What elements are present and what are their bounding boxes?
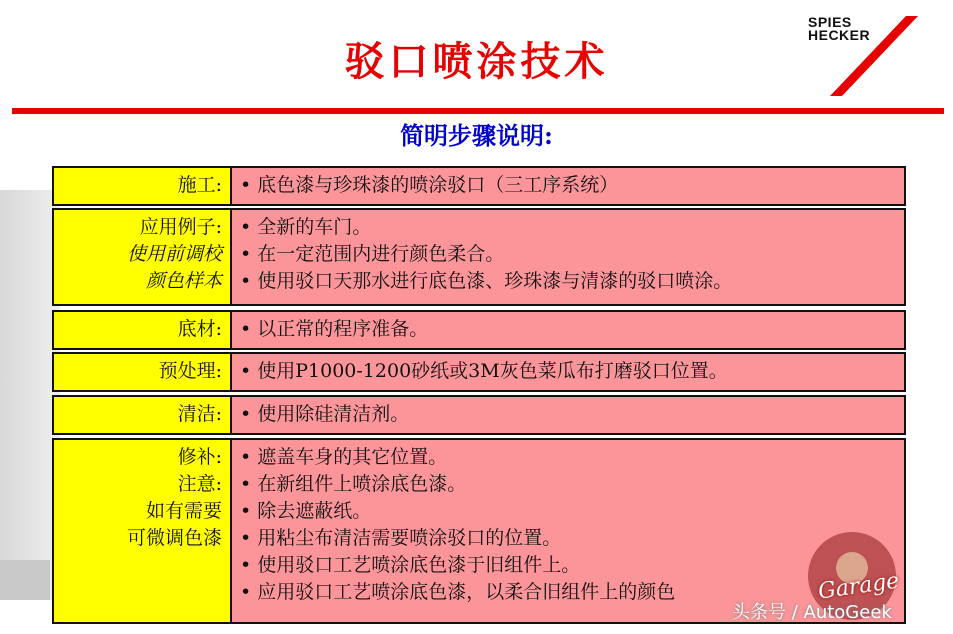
row-label: 应用例子: 使用前调校 颜色样本	[54, 210, 232, 304]
row-content	[232, 210, 904, 304]
background-photo-corner	[0, 560, 50, 600]
list-item: • 在一定范围内进行颜色柔合。	[240, 241, 904, 268]
list-item: • 应用驳口工艺喷涂底色漆，以柔合旧组件上的颜色	[240, 579, 904, 606]
background-photo	[0, 190, 60, 600]
row-label: 清洁:	[54, 397, 232, 433]
list-item: • 以正常的程序准备。	[240, 316, 904, 343]
list-item: • 除去遮蔽纸。	[240, 498, 904, 525]
row-content	[232, 312, 904, 348]
list-item: • 使用驳口天那水进行底色漆、珍珠漆与清漆的驳口喷涂。	[240, 268, 904, 295]
logo-line1: SPIES	[808, 14, 852, 30]
list-item: • 全新的车门。	[240, 214, 904, 241]
table-row	[52, 310, 906, 350]
badge-text: Garage	[816, 568, 901, 605]
list-item: • 使用驳口工艺喷涂底色漆于旧组件上。	[240, 552, 904, 579]
table-row	[52, 395, 906, 435]
row-content	[232, 397, 904, 433]
subtitle: 简明步骤说明:	[400, 121, 553, 150]
list-item: • 使用P1000-1200砂纸或3M灰色菜瓜布打磨驳口位置。	[240, 358, 904, 385]
table-row	[52, 208, 906, 306]
list-item: • 用粘尘布清洁需要喷涂驳口的位置。	[240, 525, 904, 552]
watermark: 头条号 / AutoGeek	[732, 602, 892, 623]
list-item: • 在新组件上喷涂底色漆。	[240, 471, 904, 498]
list-item: • 使用除硅清洁剂。	[240, 401, 904, 428]
row-label: 修补: 注意: 如有需要 可微调色漆	[54, 440, 232, 622]
row-label: 施工:	[54, 168, 232, 204]
logo-line2: HECKER	[808, 27, 871, 43]
row-label: 底材:	[54, 312, 232, 348]
title-divider	[12, 108, 944, 114]
table-row	[52, 438, 906, 624]
table-row	[52, 166, 906, 206]
list-item: • 遮盖车身的其它位置。	[240, 444, 904, 471]
row-content	[232, 354, 904, 390]
row-label: 预处理:	[54, 354, 232, 390]
row-content	[232, 168, 904, 204]
list-item: • 底色漆与珍珠漆的喷涂驳口（三工序系统）	[240, 172, 904, 199]
table-row	[52, 352, 906, 392]
spies-hecker-logo	[808, 16, 918, 96]
page-title: 驳口喷涂技术	[344, 38, 609, 85]
